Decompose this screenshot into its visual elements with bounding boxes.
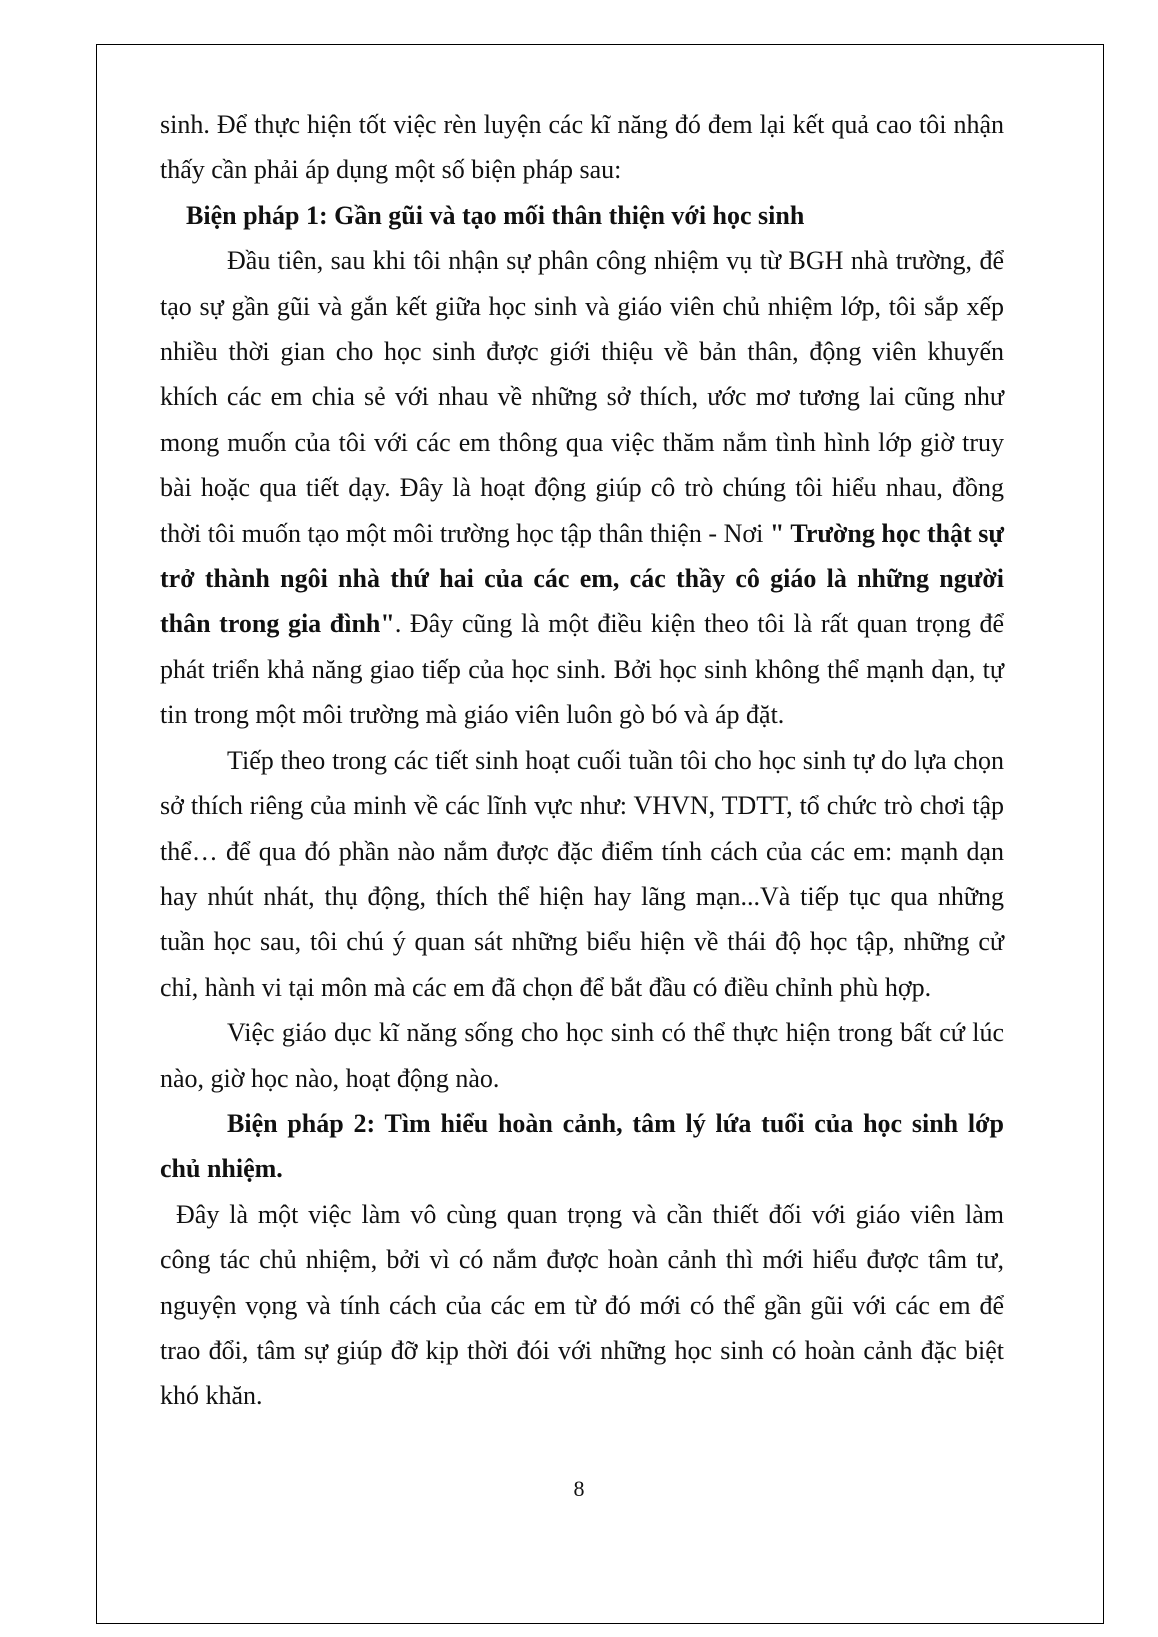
paragraph-measure-1-detail (160, 238, 1004, 737)
bold-quote: " Trường học thật sự trở thành ngôi nhà thứ hai của các em, các thầy cô giáo là những người thân trong gia đình" (160, 518, 1004, 639)
paragraph-measure-2-detail: Đây là một việc làm vô cùng quan trọng và cần thiết đối với giáo viên làm công tác chủ nhiệm, bởi vì có nắm được hoàn cảnh thì mới hiểu được tâm tư, nguyện vọng và tính cách của các em từ đó mới có thể gần gũi với các em để trao đổi, tâm sự giúp đỡ kịp thời đói với những học sinh có hoàn cảnh đặc biệt khó khăn. (160, 1199, 1004, 1411)
paragraph-weekly-activities: Tiếp theo trong các tiết sinh hoạt cuối tuần tôi cho học sinh tự do lựa chọn sở thích riêng của minh về các lĩnh vực như: VHVN, TDTT, tổ chức trò chơi tập thể… để qua đó phần nào nắm được đặc điểm tính cách của các em: mạnh dạn hay nhút nhát, thụ động, thích thể hiện hay lãng mạn...Và tiếp tục qua những tuần học sau, tôi chú ý quan sát những biểu hiện về thái độ học tập, những cử chỉ, hành vi tại môn mà các em đã chọn để bắt đầu có điều chỉnh phù hợp. (160, 745, 1004, 1002)
page-number: 8 (573, 1476, 585, 1501)
paragraph-intro: sinh. Để thực hiện tốt việc rèn luyện các kĩ năng đó đem lại kết quả cao tôi nhận thấy cần phải áp dụng một số biện pháp sau: (160, 110, 1004, 185)
heading-measure-1: Biện pháp 1: Gần gũi và tạo mối thân thiện với học sinh (186, 200, 805, 230)
paragraph-life-skills: Việc giáo dục kĩ năng sống cho học sinh có thể thực hiện trong bất cứ lúc nào, giờ học nào, hoạt động nào. (160, 1018, 1004, 1093)
paragraph-text: . Đây cũng là một điều kiện theo tôi là rất quan trọng để phát triển khả năng giao tiếp của học sinh. Bởi học sinh không thể mạnh dạn, tự tin trong một môi trường mà giáo viên luôn gò bó và áp đặt. (160, 609, 1004, 730)
heading-measure-2: Biện pháp 2: Tìm hiểu hoàn cảnh, tâm lý lứa tuổi của học sinh lớp chủ nhiệm. (160, 1108, 1004, 1184)
paragraph-text: Đầu tiên, sau khi tôi nhận sự phân công nhiệm vụ từ BGH nhà trường, để tạo sự gần gũi và gắn kết giữa học sinh và giáo viên chủ nhiệm lớp, tôi sắp xếp nhiều thời gian cho học sinh được giới thiệu về bản thân, động viên khuyến khích các em chia sẻ với nhau về những sở thích, ước mơ tương lai cũng như mong muốn của tôi với các em thông qua việc thăm nắm tình hình lớp giờ truy bài hoặc qua tiết dạy. Đây là hoạt động giúp cô trò chúng tôi hiểu nhau, đồng thời tôi muốn tạo một môi trường học tập thân thiện - Nơi (160, 246, 1004, 548)
document-body (160, 102, 1004, 1419)
